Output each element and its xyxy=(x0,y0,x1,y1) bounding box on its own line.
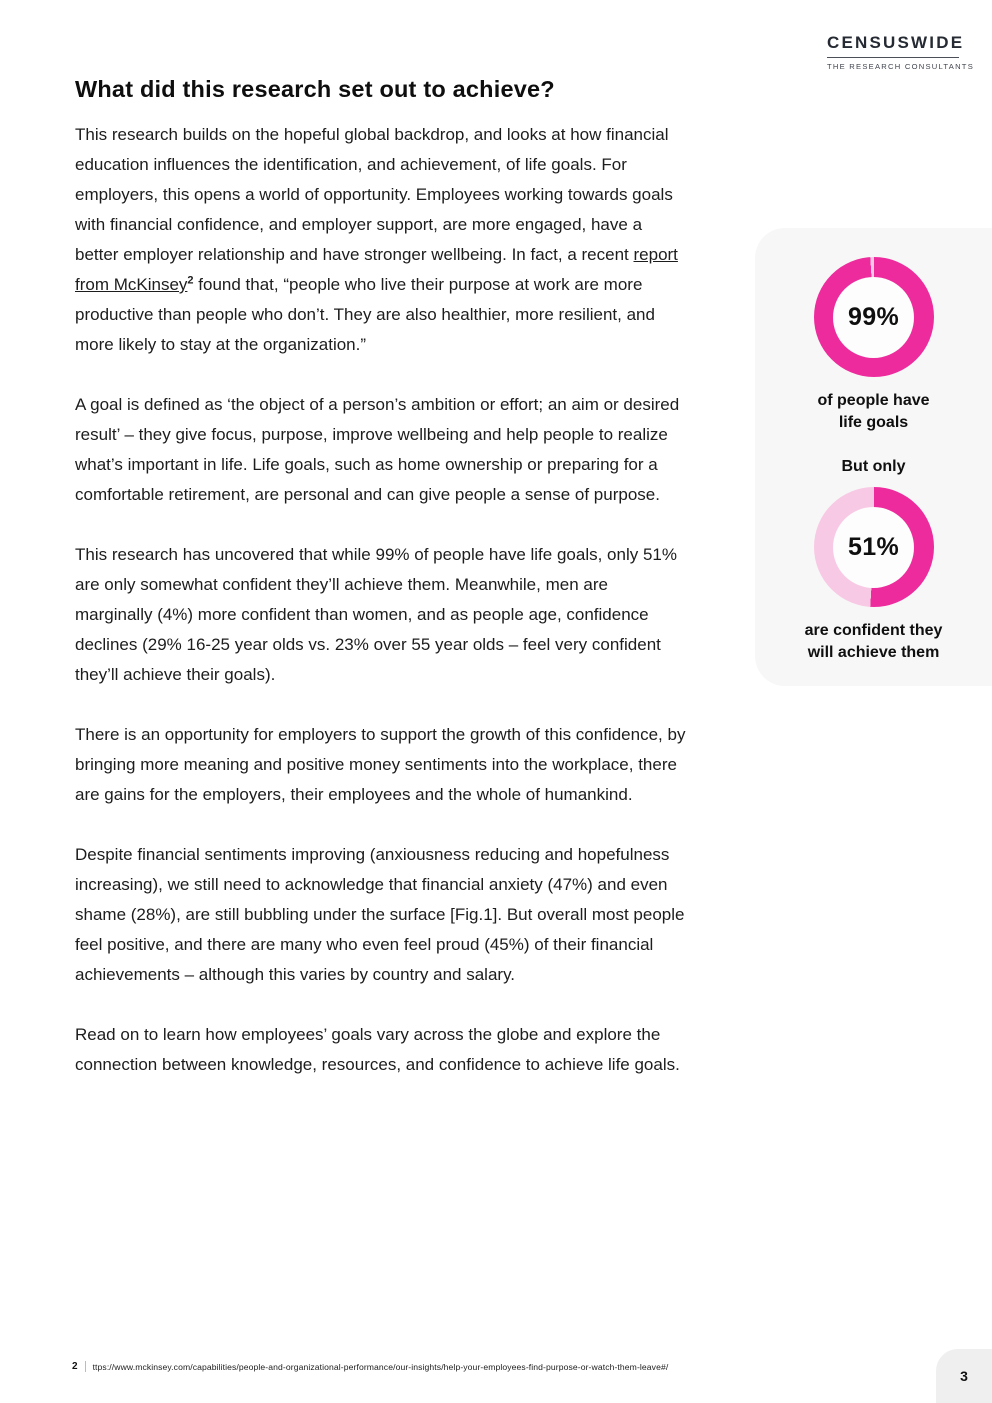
donut-value-text: 99% xyxy=(848,302,899,331)
paragraph-text: found that, “people who live their purpose at work are more productive than people who don’t. They are also healthier, more resilient, and more likely to stay at the organization.” xyxy=(75,275,655,354)
logo-name: CENSUSWIDE xyxy=(827,33,965,52)
donut-chart-confidence xyxy=(814,487,934,607)
mckinsey-report-link[interactable]: report from McKinsey xyxy=(75,245,678,294)
but-only-text: But only xyxy=(841,458,906,475)
footnote-number: 2 xyxy=(72,1361,78,1372)
footnote xyxy=(72,1361,668,1372)
page-title: What did this research set out to achieve? xyxy=(75,76,555,102)
paragraph-read-on: Read on to learn how employees’ goals vary across the globe and explore the connection between knowledge, resources, and confidence to achieve life goals. xyxy=(75,1025,680,1074)
donut-confidence-label xyxy=(805,620,943,664)
paragraph-goal-definition: A goal is defined as ‘the object of a person’s ambition or effort; an aim or desired result’ – they give focus, purpose, improve wellbeing and help people to realize what’s important in life. Life goals, such as home ownership or preparing for a comfortable retirement, are personal and can give people a sense of purpose. xyxy=(75,395,680,504)
donut-confidence-value xyxy=(833,507,914,588)
main-content xyxy=(75,76,687,1110)
paragraph-financial-sentiments: Despite financial sentiments improving (anxiousness reducing and hopefulness increasing), we still need to acknowledge that financial anxiety (47%) and even shame (28%), are still bubbling under the surface [Fig.1]. But overall most people feel positive, and there are many who even feel proud (45%) of their financial achievements – although this varies by country and salary. xyxy=(75,845,685,984)
logo-tagline: THE RESEARCH CONSULTANTS xyxy=(827,62,975,71)
label-line: are confident they xyxy=(804,622,943,639)
donut-chart-life-goals xyxy=(814,257,934,377)
page-number-tab xyxy=(936,1349,992,1403)
stats-card xyxy=(755,228,992,686)
label-line: life goals xyxy=(838,414,909,431)
paragraph-research-uncovered: This research has uncovered that while 99% of people have life goals, only 51% are only somewhat confident they’ll achieve them. Meanwhile, men are marginally (4%) more confident than women, and as people age, confidence declines (29% 16-25 year olds vs. 23% over 55 year olds – feel very confident they’ll achieve their goals). xyxy=(75,545,677,684)
footnote-url-link[interactable]: ttps://www.mckinsey.com/capabilities/people-and-organizational-performance/our-insights/help-your-employees-find-purpose-or-watch-them-leave#/ xyxy=(92,1361,669,1372)
paragraph-text: This research builds on the hopeful global backdrop, and looks at how financial education influences the identification, and achievement, of life goals. For employers, this opens a world of opportunity. Employees working towards goals with financial confidence, and employer support, are more engaged, have a better employer relationship and have stronger wellbeing. In fact, a recent xyxy=(75,125,673,264)
paragraph-research-builds xyxy=(75,120,687,360)
footnote-ref-superscript: 2 xyxy=(187,274,194,287)
paragraph-employer-opportunity: There is an opportunity for employers to support the growth of this confidence, by bringing more meaning and positive money sentiments into the workplace, there are gains for the employers, their employees and the whole of humankind. xyxy=(75,725,686,804)
censuswide-logo xyxy=(827,33,975,71)
logo-divider xyxy=(827,57,959,58)
donut-life-goals-label xyxy=(817,390,929,434)
footnote-divider xyxy=(85,1361,86,1372)
page-number: 3 xyxy=(960,1368,968,1384)
label-line: of people have xyxy=(817,392,930,409)
label-line: will achieve them xyxy=(807,644,940,661)
donut-value-text: 51% xyxy=(848,532,899,561)
donut-life-goals-value xyxy=(833,277,914,358)
